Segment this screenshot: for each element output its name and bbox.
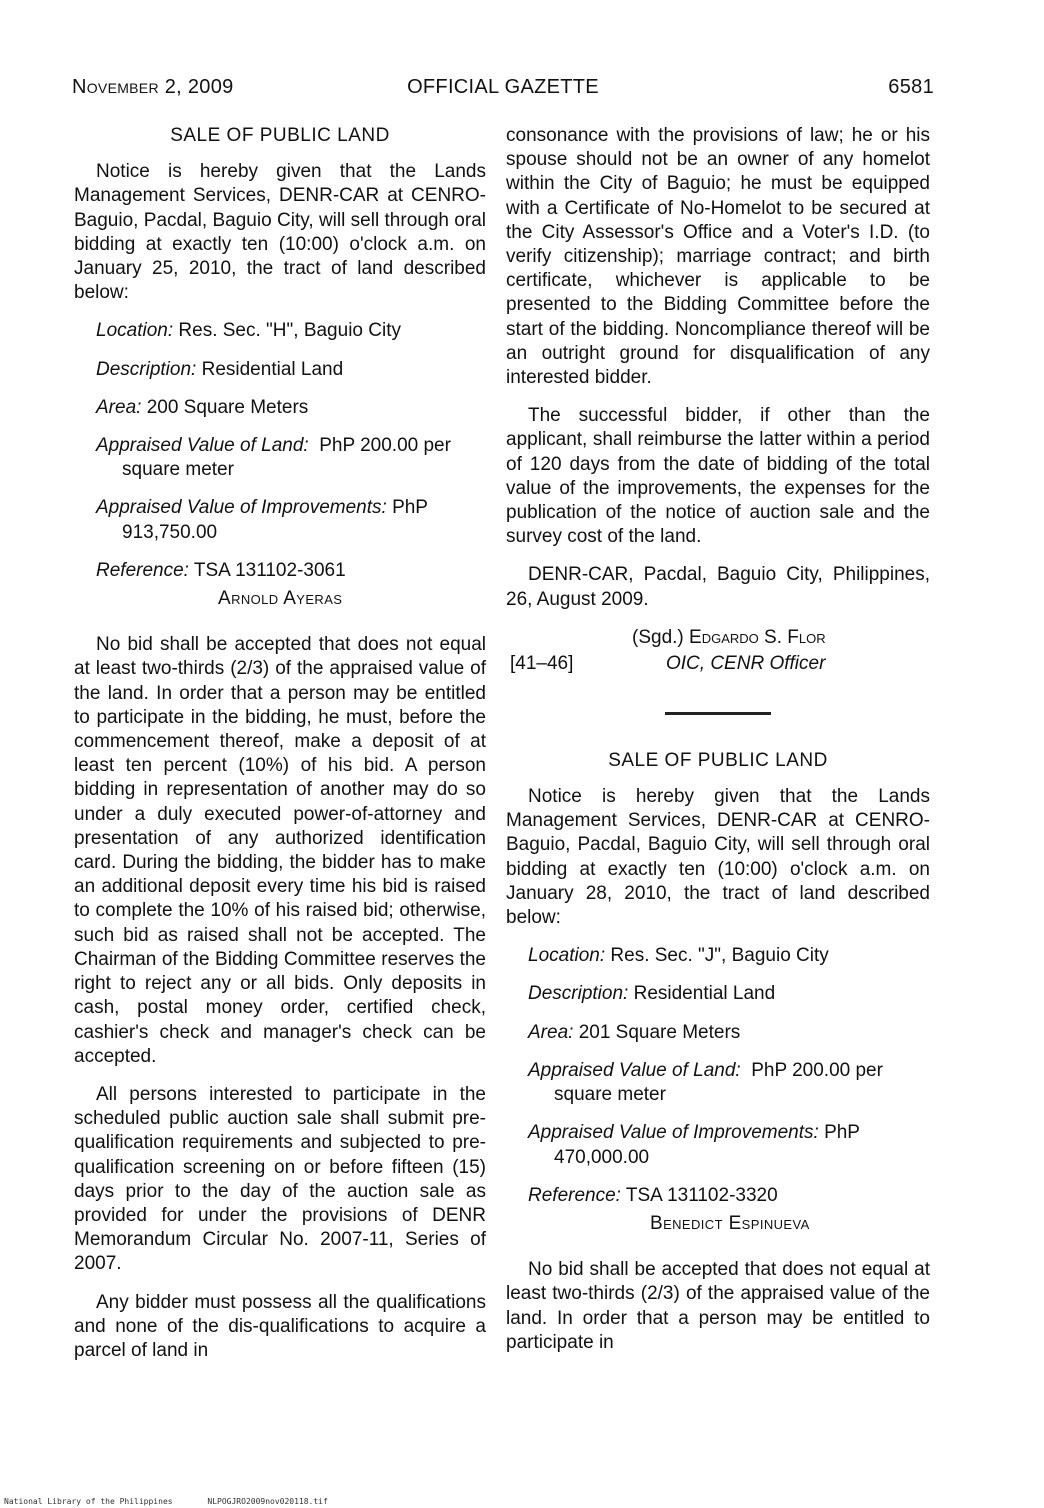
publication-title: OFFICIAL GAZETTE: [407, 76, 599, 98]
notice1-area: Area: 200 Square Meters: [96, 396, 309, 418]
notice2-location: Location: Res. Sec. "J", Baguio City: [528, 945, 829, 967]
signatory-office: OIC, CENR Officer: [666, 652, 826, 674]
notice1-description: Description: Residential Land: [96, 358, 344, 380]
notice2-intro: Notice is hereby given that the Lands Management Services, DENR-CAR at CENRO-Baguio, Pacdal, Baguio City, will sell through oral bidding at exactly ten (10:00) o'clock a.m. on January 28, 2010, the tract of land described below:: [506, 786, 930, 929]
notice2-area: Area: 201 Square Meters: [528, 1021, 741, 1043]
right-column: [506, 124, 930, 1355]
library-name: National Library of the Philippines: [4, 1497, 173, 1506]
notice2-bid-paragraph: No bid shall be accepted that does not equal at least two-thirds (2/3) of the appraised value of the land. In order that a person may be entitled to participate in: [506, 1259, 930, 1353]
notice1-improvements-value: Appraised Value of Improvements: PhP 913,750.00: [96, 497, 428, 543]
left-column: [74, 124, 486, 1363]
notice1-dateline: DENR-CAR, Pacdal, Baguio City, Philippines, 26, August 2009.: [506, 564, 930, 610]
notice2-heading: SALE OF PUBLIC LAND: [608, 749, 828, 771]
signed-mark: (Sgd.): [632, 626, 684, 648]
notice2-land-value: Appraised Value of Land: PhP 200.00 per square meter: [528, 1059, 883, 1106]
notice1-signature-block: [506, 626, 930, 686]
notice1-location: Location: Res. Sec. "H", Baguio City: [96, 320, 401, 342]
notice1-qualifications-paragraph: Any bidder must possess all the qualifications and none of the dis-qualifications to acquire a parcel of land in: [74, 1291, 486, 1361]
notice1-reimbursement-paragraph: The successful bidder, if other than the applicant, shall reimburse the latter within a period of 120 days from the date of bidding of the total value of the improvements, the expenses for the publication of the notice of auction sale and the survey cost of the land.: [506, 405, 930, 548]
notice2-improvements-value: Appraised Value of Improvements: PhP 470,000.00: [528, 1122, 860, 1168]
notice1-heading: SALE OF PUBLIC LAND: [170, 125, 390, 146]
notice1-prequalification-paragraph: All persons interested to participate in the scheduled public auction sale shall submit pre-qualification requirements and subjected to pre-qualification screening on or before fifteen (15) days prior to the day of the auction sale as provided for under the provisions of DENR Memorandum Circular No. 2007-11, Series of 2007.: [74, 1083, 486, 1275]
section-divider: [665, 712, 771, 715]
notice2-description: Description: Residential Land: [528, 983, 776, 1005]
notice2-reference: Reference: TSA 131102-3320: [528, 1184, 778, 1206]
notice1-qualifications-continued: consonance with the provisions of law; he or his spouse should not be an owner of any homelot within the City of Baguio; he must be equipped with a Certificate of No-Homelot to be secured at the City Assessor's Office and a Voter's I.D. (to verify citizenship); marriage contract; and birth certificate, whichever is applicable to be presented to the Bidding Committee before the start of the bidding. Noncompliance thereof will be an outright ground for disqualification of any interested bidder.: [506, 125, 930, 389]
page-header: [72, 76, 934, 110]
notice1-bid-paragraph: No bid shall be accepted that does not equal at least two-thirds (2/3) of the appraised value of the land. In order that a person may be entitled to participate in the bidding, he must, before the commencement thereof, make a deposit of at least ten percent (10%) of his bid. A person bidding in representation of another may do so under a duly executed power-of-attorney and presentation of any authorized identification card. During the bidding, the bidder has to make an additional deposit every time his bid is raised to complete the 10% of his raised bid; otherwise, such bid as raised shall not be accepted. The Chairman of the Bidding Committee reserves the right to reject any or all bids. Only deposits in cash, postal money order, certified check, cashier's check and manager's check can be accepted.: [74, 634, 486, 1067]
notice1-applicant-name: Arnold Ayeras: [218, 588, 343, 610]
page-number: 6581: [888, 76, 934, 98]
scan-file-name: NLPOGJRO2009nov020118.tif: [207, 1497, 328, 1506]
notice1-land-value: Appraised Value of Land: PhP 200.00 per square meter: [96, 435, 451, 481]
issue-date: November 2, 2009: [72, 76, 234, 98]
notice1-reference: Reference: TSA 131102-3061: [96, 559, 346, 581]
scan-footer: [4, 1497, 358, 1506]
notice1-intro: Notice is hereby given that the Lands Management Services, DENR-CAR at CENRO-Baguio, Pacdal, Baguio City, will sell through oral bidding at exactly ten (10:00) o'clock a.m. on January 25, 2010, the tract of land described below:: [74, 161, 486, 304]
signatory-name: Edgardo S. Flor: [689, 626, 826, 648]
notice2-applicant-name: Benedict Espinueva: [650, 1212, 810, 1234]
publication-numbers: [41–46]: [510, 652, 574, 674]
